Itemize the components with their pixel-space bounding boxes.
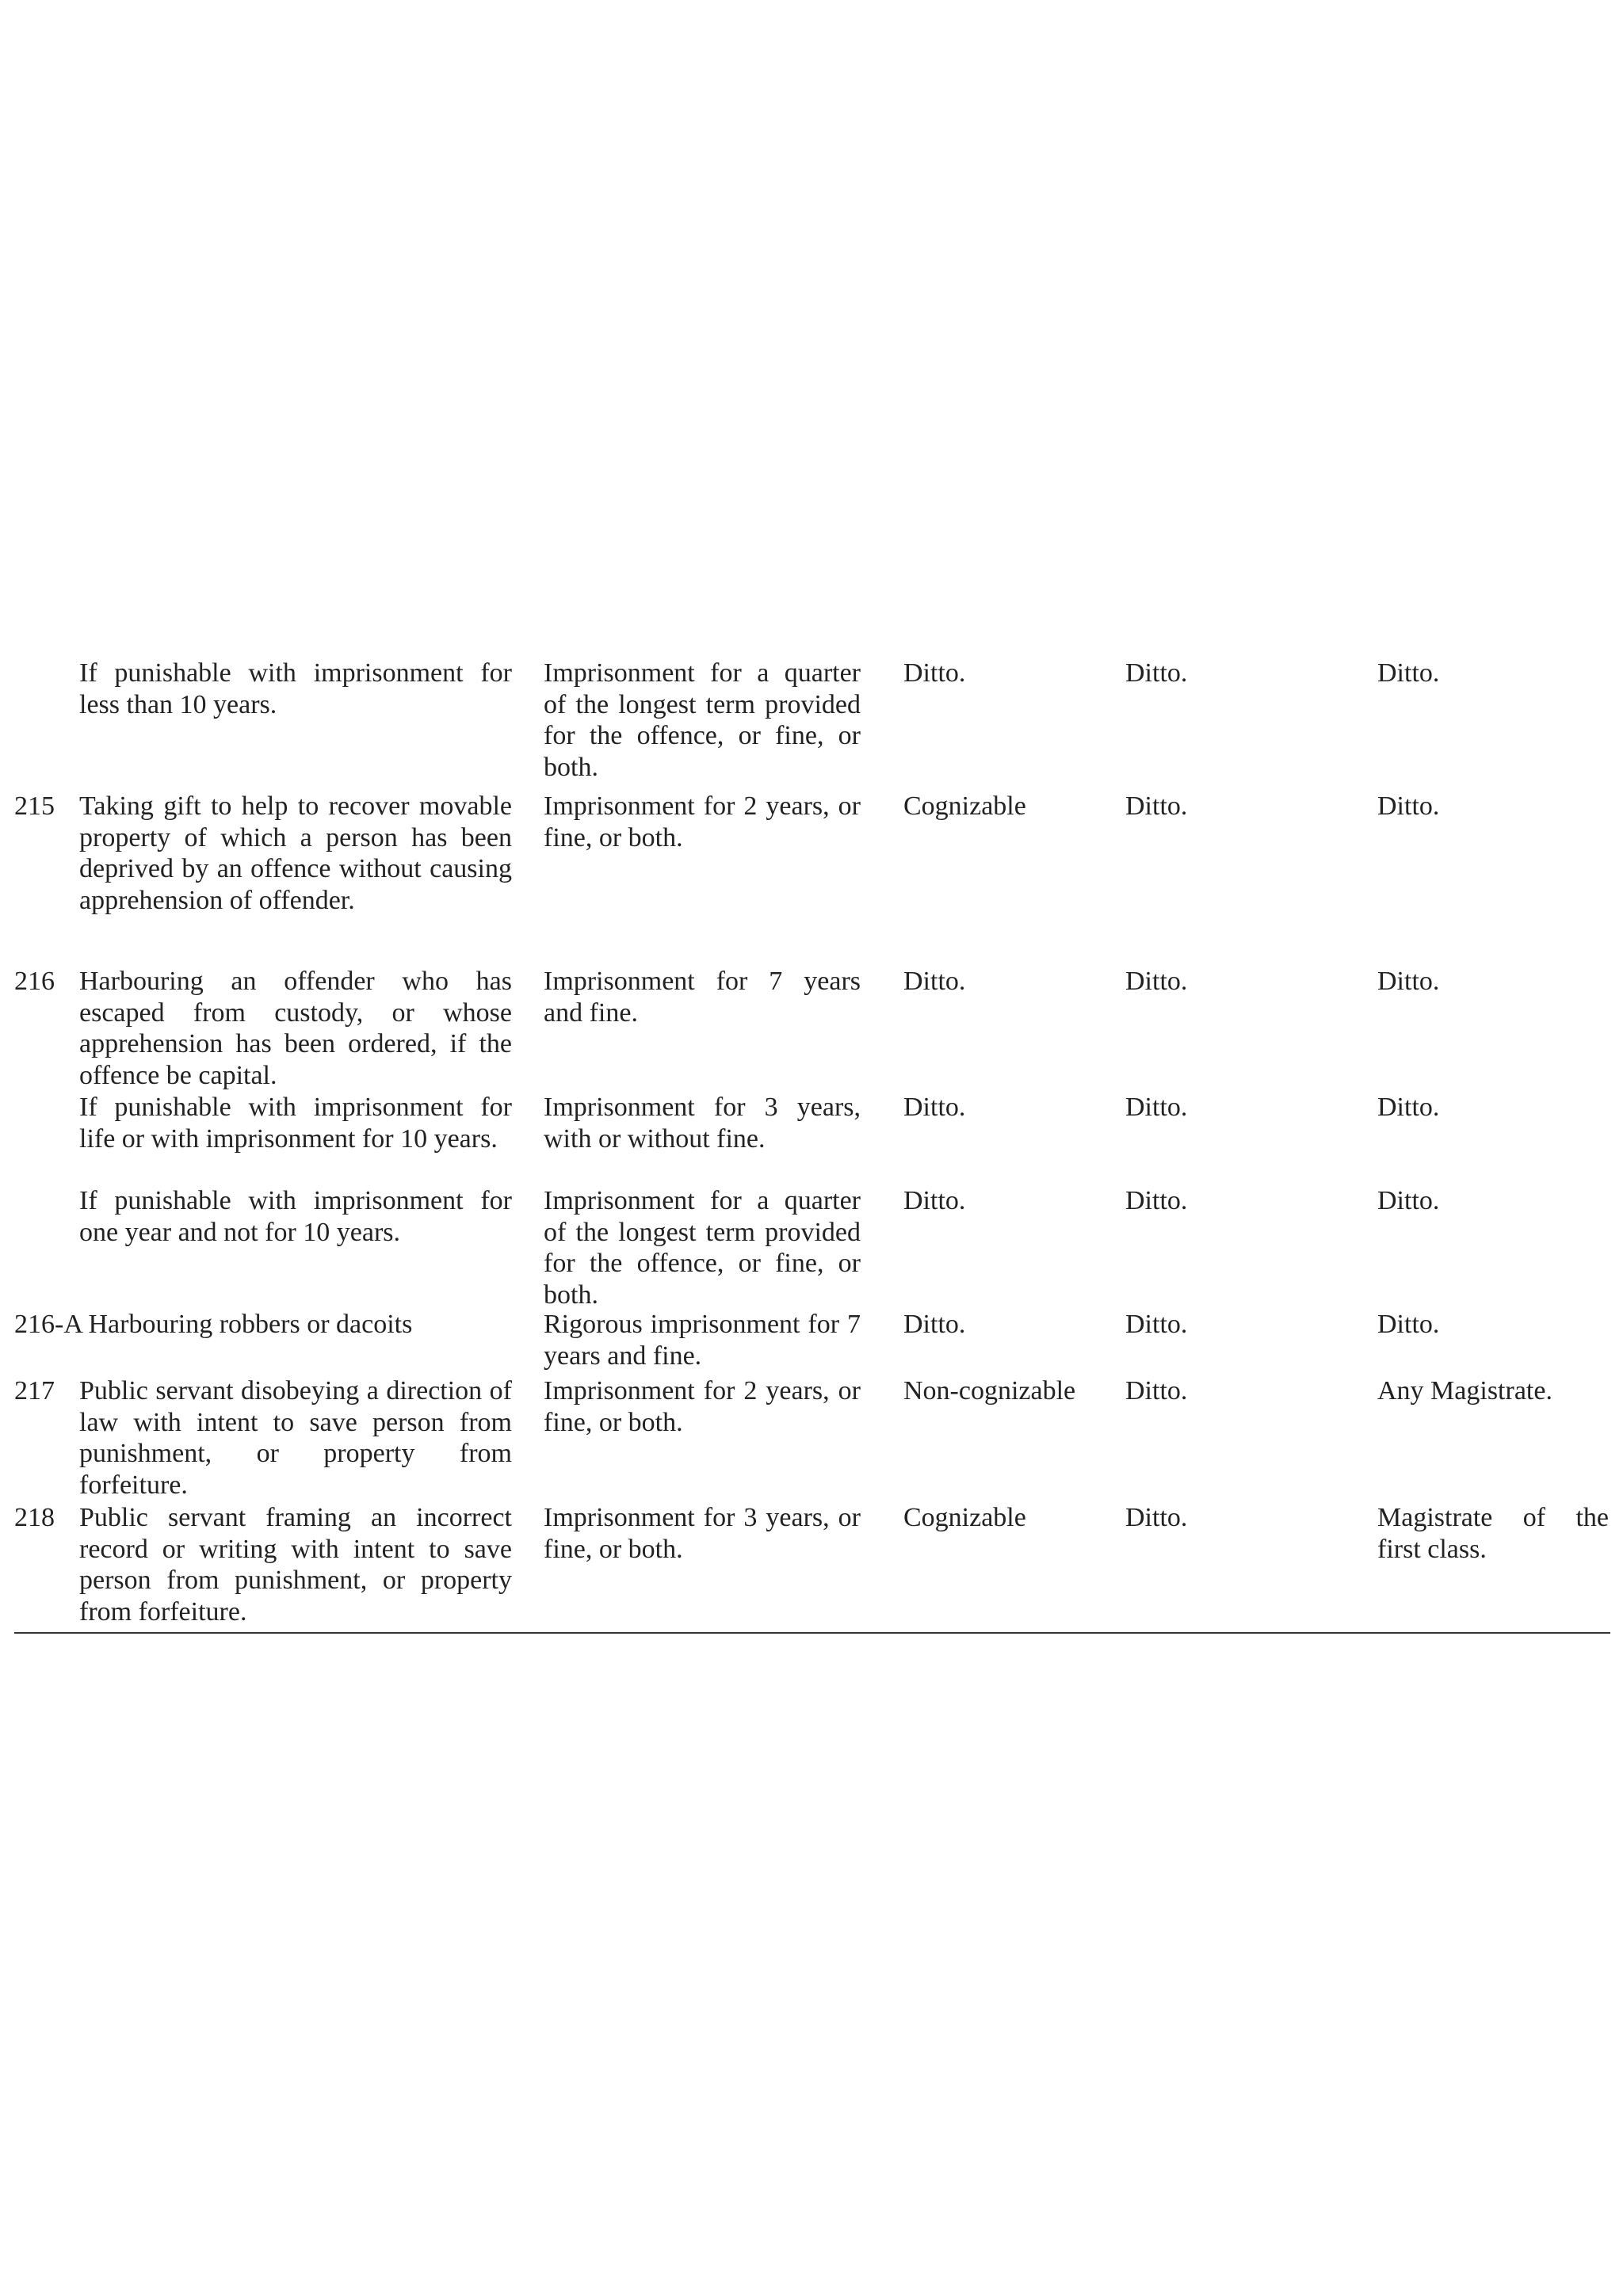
section-number: 218: [14, 1503, 55, 1532]
bailable-status: Ditto.: [1125, 1186, 1188, 1215]
punishment-text: Rigorous imprisonment for 7 years and fine.: [544, 1310, 861, 1371]
triable-court: Ditto.: [1377, 1310, 1440, 1339]
punishment-text: Imprisonment for 7 years and fine.: [544, 967, 861, 1028]
offence-description: Public servant disobeying a direction of law with intent to save person from punishment, or property from forfeiture.: [79, 1376, 512, 1500]
offence-description: If punishable with imprisonment for less than 10 years.: [79, 658, 512, 719]
cognizable-status: Non-cognizable: [903, 1376, 1076, 1405]
table-bottom-rule: [14, 1632, 1610, 1634]
punishment-text: Imprisonment for 2 years, or fine, or both.: [544, 791, 861, 852]
offence-description: If punishable with imprisonment for life or with imprisonment for 10 years.: [79, 1093, 512, 1154]
bailable-status: Ditto.: [1125, 658, 1188, 688]
punishment-text: Imprisonment for a quarter of the longest term provided for the offence, or fine, or both.: [544, 658, 861, 782]
section-number: 216: [14, 967, 55, 996]
bailable-status: Ditto.: [1125, 1093, 1188, 1122]
triable-court: Any Magistrate.: [1377, 1376, 1552, 1405]
section-number: 217: [14, 1376, 55, 1405]
triable-court: Ditto.: [1377, 1093, 1440, 1122]
offence-description: Harbouring an offender who has escaped from custody, or whose apprehension has been ordered, if the offence be capital.: [79, 967, 512, 1090]
cognizable-status: Ditto.: [903, 1310, 966, 1339]
bailable-status: Ditto.: [1125, 1310, 1188, 1339]
offence-description: Public servant framing an incorrect record or writing with intent to save person from punishment, or property from forfeiture.: [79, 1503, 512, 1627]
cognizable-status: Ditto.: [903, 1186, 966, 1215]
bailable-status: Ditto.: [1125, 791, 1188, 821]
punishment-text: Imprisonment for a quarter of the longest term provided for the offence, or fine, or both.: [544, 1186, 861, 1310]
triable-court: Ditto.: [1377, 967, 1440, 996]
cognizable-status: Ditto.: [903, 1093, 966, 1122]
punishment-text: Imprisonment for 3 years, or fine, or both.: [544, 1503, 861, 1564]
bailable-status: Ditto.: [1125, 1503, 1188, 1532]
offence-description: 216-A Harbouring robbers or dacoits: [14, 1310, 413, 1339]
triable-court: Magistrate of the first class.: [1377, 1503, 1609, 1564]
triable-court: Ditto.: [1377, 658, 1440, 688]
triable-court: Ditto.: [1377, 791, 1440, 821]
triable-court: Ditto.: [1377, 1186, 1440, 1215]
section-number: 215: [14, 791, 55, 821]
cognizable-status: Cognizable: [903, 791, 1026, 821]
bailable-status: Ditto.: [1125, 1376, 1188, 1405]
punishment-text: Imprisonment for 3 years, with or without fine.: [544, 1093, 861, 1154]
cognizable-status: Cognizable: [903, 1503, 1026, 1532]
punishment-text: Imprisonment for 2 years, or fine, or both.: [544, 1376, 861, 1437]
offence-description: If punishable with imprisonment for one year and not for 10 years.: [79, 1186, 512, 1247]
bailable-status: Ditto.: [1125, 967, 1188, 996]
cognizable-status: Ditto.: [903, 658, 966, 688]
cognizable-status: Ditto.: [903, 967, 966, 996]
offence-description: Taking gift to help to recover movable property of which a person has been deprived by an offence without causing apprehension of offender.: [79, 791, 512, 915]
